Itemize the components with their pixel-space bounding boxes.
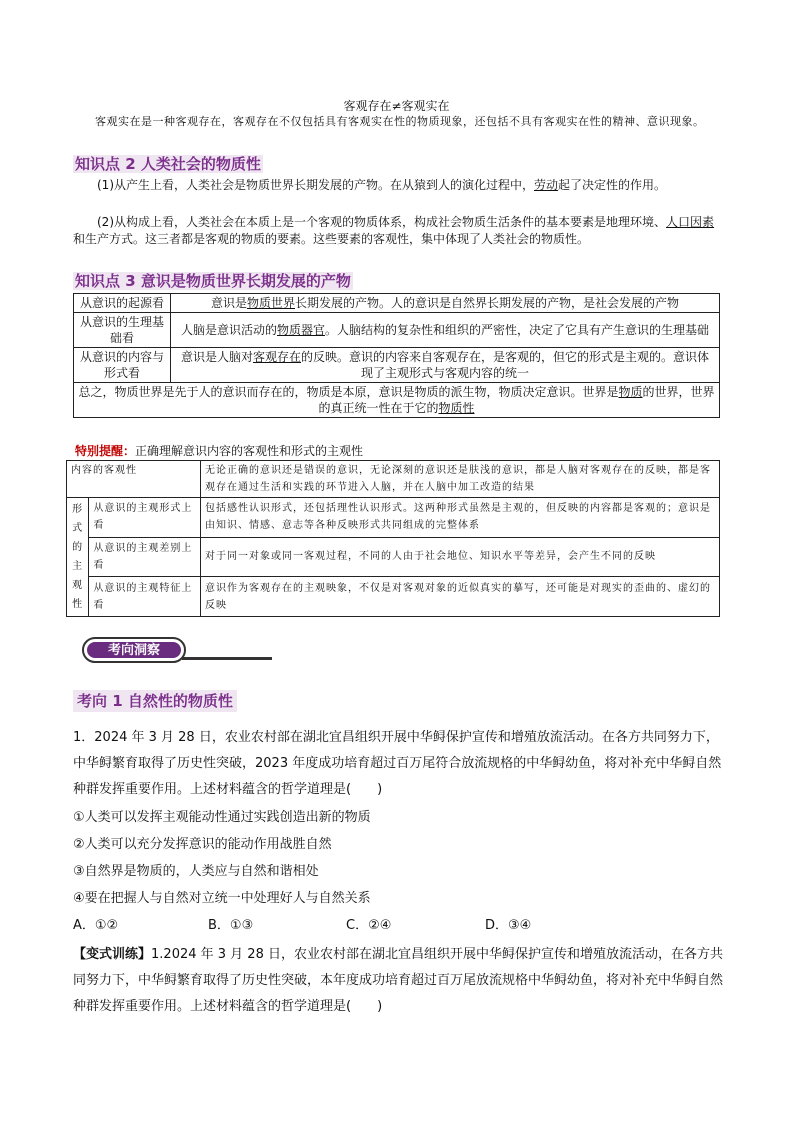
answer-b[interactable]: B．①③	[208, 918, 254, 933]
kp2-p1-underline: 劳动	[534, 178, 559, 192]
table-row	[67, 537, 720, 577]
kp3-row-content: 意识是人脑对客观存在的反映。意识的内容来自客观存在，是客观的，但它的形式是主观的。意识体现了主观形式与客观内容的统一	[171, 348, 720, 383]
option-1: ①人类可以发挥主观能动性通过实践创造出新的物质	[73, 810, 371, 825]
kp2-paragraph-2	[73, 214, 723, 248]
variant-label: 【变式训练】	[73, 947, 152, 962]
form-row-label: 从意识的主观特征上看	[89, 577, 201, 617]
kp2-p2-text-a: (2)从构成上看，人类社会在本质上是一个客观的物质体系，构成社会物质生活条件的基本要素是地理环境、	[97, 215, 667, 229]
badge-underline	[182, 657, 272, 660]
option-3: ③自然界是物质的，人类应与自然和谐相处	[73, 864, 319, 879]
form-row-text: 对于同一对象或同一客观过程，不同的人由于社会地位、知识水平等差异，会产生不同的反映	[201, 537, 720, 577]
content-text: 无论正确的意识还是错误的意识，无论深刻的意识还是肤浅的意识，都是人脑对客观存在的反映，都是客观存在通过生活和实践的环节进入人脑，并在人脑中加工改造的结果	[201, 461, 720, 498]
kp3-summary: 总之，物质世界是先于人的意识而存在的，物质是本原，意识是物质的派生物，物质决定意识。世界是物质的世界，世界的真正统一性在于它的物质性	[74, 383, 720, 418]
form-row-text: 包括感性认识形式，还包括理性认识形式。这两种形式虽然是主观的，但反映的内容都是客观的；意识是由知识、情感、意志等各种反映形式共同组成的完整体系	[201, 498, 720, 538]
table-row	[74, 348, 720, 383]
question-1: 1．2024 年 3 月 28 日，农业农村部在湖北宜昌组织开展中华鲟保护宣传和增殖放流活动。在各方共同努力下，中华鲟繁育取得了历史性突破，2023 年度成功培育超过百万尾符合放流规格的中华鲟幼鱼，将对补充中华鲟自然种群发挥重要作用。上述材料蕴含的哲学道理是( )	[73, 730, 722, 797]
kx1-heading: 考向 1 自然性的物质性	[73, 690, 237, 712]
section-badge	[82, 637, 192, 667]
kp3-row-label: 从意识的内容与形式看	[74, 348, 171, 383]
table-row	[74, 313, 720, 348]
table-row	[67, 577, 720, 617]
kp2-heading-wrap	[73, 154, 263, 174]
section-title: 客观存在≠客观实在	[343, 99, 450, 113]
badge-label: 考向洞察	[87, 642, 181, 658]
kp3-heading: 知识点 3 意识是物质世界长期发展的产物	[75, 272, 351, 290]
kp2-p1-text-a: (1)从产生上看，人类社会是物质世界长期发展的产物。在从猿到人的演化过程中，	[97, 178, 535, 192]
table-row	[67, 498, 720, 538]
variant-text: 1.2024 年 3 月 28 日，农业农村部在湖北宜昌组织开展中华鲟保护宣传和增殖放流活动，在各方共同努力下，中华鲟繁育取得了历史性突破，本年度成功培育超过百万尾放流规格中华鲟幼鱼，将对补充中华鲟自然种群发挥重要作用。上述材料蕴含的哲学道理是( )	[73, 947, 724, 1014]
consciousness-table	[66, 460, 720, 617]
kp3-row-content: 人脑是意识活动的物质器官。人脑结构的复杂性和组织的严密性，决定了它具有产生意识的生理基础	[171, 313, 720, 348]
answer-c[interactable]: C．②④	[346, 918, 392, 933]
answer-a[interactable]: A．①②	[73, 918, 119, 933]
form-row-text: 意识作为客观存在的主观映象，不仅是对客观对象的近似真实的摹写，还可能是对现实的歪曲的、虚幻的反映	[201, 577, 720, 617]
option-4: ④要在把握人与自然对立统一中处理好人与自然关系	[73, 891, 371, 906]
kp3-table	[73, 293, 720, 418]
content-label: 内容的客观性	[67, 461, 201, 498]
tip-line	[75, 443, 363, 460]
kp2-p2-text-b: 和生产方式。这三者都是客观的物质的要素。这些要素的客观性，集中体现了人类社会的物质性。	[73, 232, 590, 246]
form-label: 形式的主观性	[67, 498, 89, 617]
form-row-label: 从意识的主观形式上看	[89, 498, 201, 538]
kp3-row-label: 从意识的起源看	[74, 294, 171, 313]
kp2-p1-text-b: 起了决定性的作用。	[558, 178, 667, 192]
kp3-heading-wrap	[73, 271, 353, 291]
table-row	[74, 383, 720, 418]
variant-question	[73, 942, 723, 1020]
badge-frame	[82, 637, 186, 663]
tip-text: 正确理解意识内容的客观性和形式的主观性	[135, 444, 364, 458]
form-row-label: 从意识的主观差别上看	[89, 537, 201, 577]
kp2-heading: 知识点 2 人类社会的物质性	[75, 155, 261, 173]
table-row	[74, 294, 720, 313]
tip-label: 特别提醒：	[75, 444, 136, 458]
option-2: ②人类可以充分发挥意识的能动作用战胜自然	[73, 837, 332, 852]
table-row	[67, 461, 720, 498]
section-body: 客观实在是一种客观存在，客观存在不仅包括具有客观实在性的物质现象，还包括不具有客观实在性的精神、意识现象。	[95, 115, 705, 128]
answer-d[interactable]: D．③④	[485, 918, 532, 933]
kx1-heading-wrap	[73, 690, 237, 711]
kp2-p2-underline: 人口因素	[666, 215, 715, 229]
kp3-row-label: 从意识的生理基础看	[74, 313, 171, 348]
kp3-row-content: 意识是物质世界长期发展的产物。人的意识是自然界长期发展的产物，是社会发展的产物	[171, 294, 720, 313]
kp2-paragraph-1	[73, 177, 723, 194]
